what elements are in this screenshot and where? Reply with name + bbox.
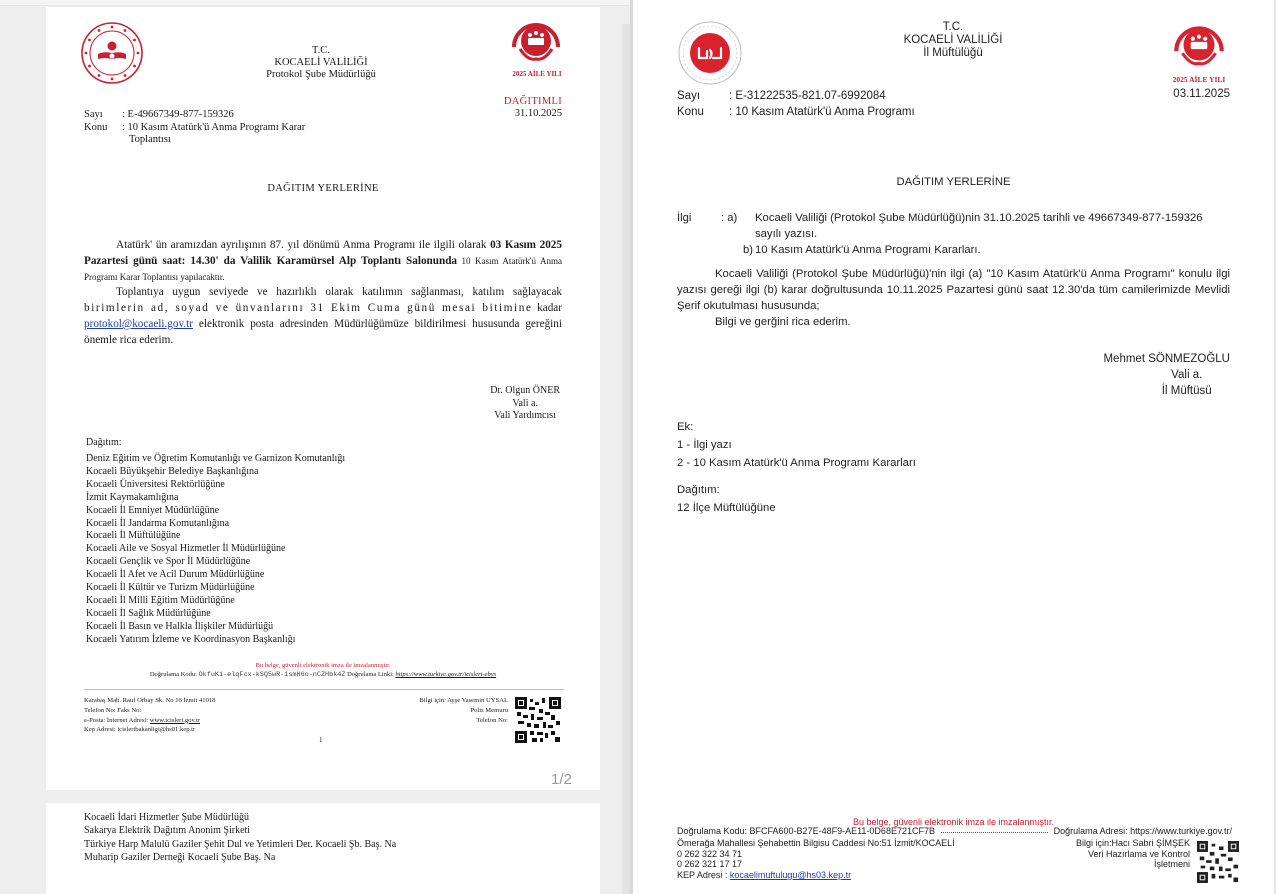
e-signature-note: Bu belge, güvenli elektronik imza ile imzalanmıştır. xyxy=(852,817,1055,827)
footer-address: Karabaş Mah. Rauf Orbay Sk. No 16 İzmit 41018 Telefon No: Faks No: e-Posta: İnternet Adresi: www.icisleri.gov.tr Kep Adresi: icisleribakanligi@hs01.kep.tr xyxy=(84,697,216,734)
list-item: Muharip Gaziler Derneği Kocaeli Şube Baş. Na xyxy=(84,851,276,863)
list-item: Kocaeli Üniversitesi Rektörlüğüne xyxy=(86,478,225,490)
distribution-label: Dağıtım: xyxy=(677,484,720,496)
page-indicator: 1/2 xyxy=(551,771,572,788)
sayi-value: : E-31222535-821.07-6992084 xyxy=(729,90,886,102)
list-item: Deniz Eğitim ve Öğretim Komutanlığı ve Garnizon Komutanlığı xyxy=(86,453,346,464)
konu-value: : 10 Kasım Atatürk'ü Anma Programı Karar xyxy=(122,121,306,133)
letterhead xyxy=(226,45,416,81)
family-year-logo-icon xyxy=(1168,20,1230,74)
family-year-caption: 2025 AİLE YILI xyxy=(512,70,562,78)
page-edge xyxy=(1274,0,1276,894)
verification-line xyxy=(677,826,1232,836)
ministry-seal-icon xyxy=(80,21,144,85)
footer-contact: Bilgi için:Hacı Sabri ŞİMŞEK Veri Hazırlama ve Kontrol İşletmeni xyxy=(1075,838,1190,870)
distribution-tag-block xyxy=(504,96,562,120)
distribution-list xyxy=(86,453,345,647)
meeting-details: 03 Kasım 2025 Pazartesi günü saat: 14.30' da Valilik Karamürsel Alp Toplantı Salonunda xyxy=(84,239,562,267)
attachments-label: Ek: xyxy=(677,421,694,433)
page-number: 1 xyxy=(319,736,323,744)
konu-label: Konu xyxy=(84,121,108,133)
verification-code: OkfuK1-elqFcx-kSQ5wR-1smH6o-nCZHbk4Z xyxy=(198,671,346,679)
muftuluk-document xyxy=(633,0,1280,894)
website-link[interactable]: www.icisleri.gov.tr xyxy=(149,716,200,724)
list-item: Kocaeli Aile ve Sosyal Hizmetler İl Müdürlüğüne xyxy=(86,543,286,555)
letterhead-institution: KOCAELİ VALİLİĞİ xyxy=(274,57,368,68)
konu-value: : 10 Kasım Atatürk'ü Anma Programı xyxy=(729,106,915,118)
list-item: Kocaeli İl Basın ve Halkla İlişkiler Müdürlüğü xyxy=(86,620,274,632)
document-meta xyxy=(84,109,372,147)
sayi-label: Sayı xyxy=(677,90,701,102)
list-item: Kocaeli Gençlik ve Spor İl Müdürlüğüne xyxy=(86,556,251,568)
list-item: Kocaeli İl Milli Eğitim Müdürlüğüne xyxy=(86,594,235,606)
attachments xyxy=(677,418,916,472)
document-date: 03.11.2025 xyxy=(1173,88,1230,100)
verification-line: Doğrulama Kodu: OkfuK1-elqFcx-kSQ5wR-1smH6o-nCZHbk4Z Doğrulama Linki: https://www.turkiye.gov.tr/icisleri-ebys xyxy=(149,671,497,679)
reference-a: Kocaeli Valiliği (Protokol Şube Müdürlüğü)nin 31.10.2025 tarihli ve 49667349-877-159326 xyxy=(755,212,1203,224)
list-item: 2 - 10 Kasım Atatürk'ü Anma Programı Kararları xyxy=(677,457,916,469)
recipient-title: DAĞITIM YERLERİNE xyxy=(267,183,379,194)
recipient-title: DAĞITIM YERLERİNE xyxy=(896,176,1011,188)
list-item: Kocaeli İdari Hizmetler Şube Müdürlüğü xyxy=(84,812,249,823)
list-item: Türkiye Harp Malulü Gaziler Şehit Dul ve Yetimleri Der. Kocaeli Şb. Baş. Na xyxy=(84,838,397,850)
letterhead xyxy=(853,21,1053,60)
vertical-scrollbar[interactable] xyxy=(622,24,630,894)
list-item: Kocaeli İl Sağlık Müdürlüğüne xyxy=(86,607,211,619)
pdf-page-2 xyxy=(46,803,600,894)
list-item: Kocaeli İl Müftülüğüne xyxy=(86,530,181,542)
letterhead-department: Protokol Şube Müdürlüğü xyxy=(266,69,376,80)
list-item: Kocaeli İl Kültür ve Turizm Müdürlüğüne xyxy=(86,582,255,594)
body-paragraph-2: Toplantıya uygun seviyede ve hazırlıklı olarak katılımın sağlanması, katılım sağlayacak birimlerin ad, soyad ve ünvanlarını 31 Ekim Cuma günü mesai bitimine kadar protokol@kocaeli.gov.tr elektronik posta adresinden Müdürlüğümüze bildirilmesi hususunda gereğini önemle rica ederim. xyxy=(84,286,562,346)
list-item: Kocaeli İl Jandarma Komutanlığına xyxy=(86,517,230,529)
signer-title: Vali Yardımcısı xyxy=(494,410,556,421)
reference-block: İlgi : a) Kocaeli Valiliği (Protokol Şube Müdürlüğü)nin 31.10.2025 tarihli ve 49667349-877-159326 sayılı yazısı. b) 10 Kasım Atatürk'ü Anma Programı Kararları. xyxy=(677,210,1237,258)
footer-divider xyxy=(84,689,564,690)
verification-link[interactable]: https://www.turkiye.gov.tr/icisleri-ebys xyxy=(395,671,497,678)
list-item: Kocaeli İl Emniyet Müdürlüğüne xyxy=(86,504,220,516)
verification-code: Doğrulama Kodu: BFCFA600-B27E-48F9-AE11-0D68E721CF7B xyxy=(677,826,935,836)
distribution xyxy=(677,481,776,517)
footer-address: Ömerağa Mahallesi Şehabettin Bilgisu Caddesi No:51 İzmit/KOCAELİ 0 262 322 34 71 0 262 321 17 17 KEP Adresi : kocaelimuftulugu@hs03.kep.tr xyxy=(677,838,955,880)
diyanet-seal-icon xyxy=(677,20,743,86)
signer-name: Dr. Olgun ÖNER xyxy=(490,385,560,396)
letterhead-institution: KOCAELİ VALİLİĞİ xyxy=(903,34,1003,46)
kep-email-link[interactable]: kocaelimuftulugu@hs03.kep.tr xyxy=(729,869,852,880)
signer-role: Vali a. xyxy=(1171,369,1203,381)
reference-b: 10 Kasım Atatürk'ü Anma Programı Kararları. xyxy=(755,244,981,256)
list-item: İzmit Kaymakamlığına xyxy=(86,491,179,503)
list-item: 12 İlçe Müftülüğüne xyxy=(677,502,776,514)
verification-address[interactable]: Doğrulama Adresi: https://www.turkiye.gov.tr/ xyxy=(1053,826,1232,836)
pdf-viewer-pane xyxy=(0,0,632,894)
qr-code-icon xyxy=(1197,840,1239,884)
letterhead-department: İl Müftülüğü xyxy=(923,47,983,59)
protocol-email-link[interactable]: protokol@kocaeli.gov.tr xyxy=(84,317,193,330)
e-signature-note: Bu belge, güvenli elektronik imza ile imzalanmıştır. xyxy=(255,662,391,669)
distribution-tag: DAĞITIMLI xyxy=(503,96,562,107)
konu-value-cont: Toplantısı xyxy=(129,134,171,145)
list-item: 1 - İlgi yazı xyxy=(677,439,732,451)
letterhead-tc: T.C. xyxy=(942,21,964,33)
distribution-list-continued xyxy=(84,811,396,864)
ilgi-label: İlgi xyxy=(677,212,692,224)
reference-a-cont: sayılı yazısı. xyxy=(755,228,818,240)
footer-contact: Bilgi için: Ayşe Yasemin UYSAL Polis Memuru Telefon No: xyxy=(419,697,508,724)
body-paragraph-1: Atatürk' ün aramızdan ayrılışının 87. yıl dönümü Anma Programı ile ilgili olarak 03 Kasım 2025 Pazartesi günü saat: 14.30' da Valilik Karamürsel Alp Toplantı Salonunda 10 Kasım Atatürk'ü Anma Programı Karar Toplantısı yapılacaktır. xyxy=(84,239,562,282)
signature-block xyxy=(490,385,560,423)
list-item: Sakarya Elektrik Dağıtım Anonim Şirketi xyxy=(84,825,251,837)
signer-role: Vali a. xyxy=(512,397,538,409)
family-year-caption: 2025 AİLE YILI xyxy=(1172,75,1226,84)
distribution-label: Dağıtım: xyxy=(86,437,122,448)
viewer-top-edge xyxy=(0,0,632,6)
signer-name: Mehmet SÖNMEZOĞLU xyxy=(1103,353,1230,365)
letter-body xyxy=(677,266,1230,330)
pdf-page-1 xyxy=(46,7,600,790)
document-meta xyxy=(677,88,915,120)
sayi-label: Sayı xyxy=(84,109,103,120)
document-date: 31.10.2025 xyxy=(514,108,562,119)
qr-code-icon xyxy=(515,697,561,743)
letter-body xyxy=(84,238,562,349)
signer-title: İl Müftüsü xyxy=(1161,385,1212,397)
konu-label: Konu xyxy=(677,106,704,118)
body-paragraph-1: Kocaeli Valiliği (Protokol Şube Müdürlüğü)'nin ilgi (a) "10 Kasım Atatürk'ü Anma Programı" konulu ilgi yazısı gereği ilgi (b) karar doğrultusunda 10.11.2025 Pazartesi günü saat 12.30'da tüm camilerimizde Mevlidi Şerif okutulması hususunda; xyxy=(677,268,1230,312)
sayi-value: : E-49667349-877-159326 xyxy=(122,109,234,120)
list-item: Kocaeli Yatırım İzleme ve Koordinasyon Başkanlığı xyxy=(86,633,296,645)
list-item: Kocaeli Büyükşehir Belediye Başkanlığına xyxy=(86,465,259,477)
body-paragraph-2: Bilgi ve gerğini rica ederim. xyxy=(715,316,851,328)
family-year-logo-icon xyxy=(506,17,566,69)
list-item: Kocaeli İl Afet ve Acil Durum Müdürlüğüne xyxy=(86,569,265,581)
signature-block xyxy=(1103,351,1230,399)
letterhead-tc: T.C. xyxy=(312,45,330,56)
